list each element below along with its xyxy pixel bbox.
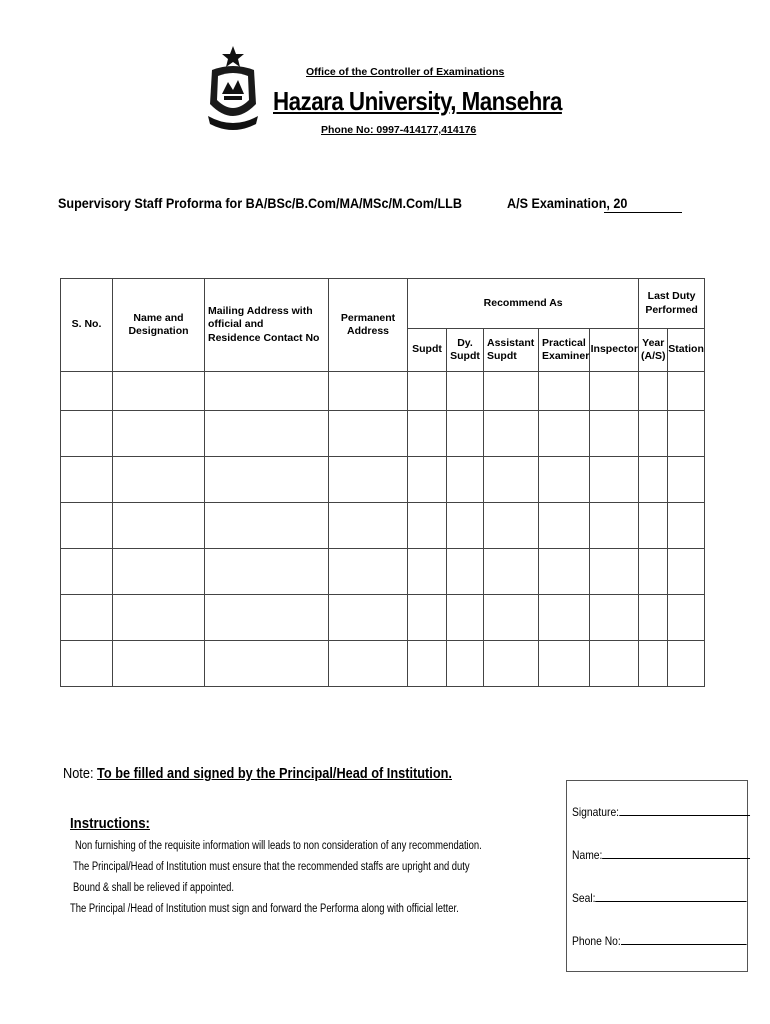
header-dy-supdt: Dy. Supdt [447,329,484,372]
cell[interactable] [668,372,705,411]
instruction-line: Non furnishing of the requisite information will leads to non consideration of any recommendation. [75,840,482,852]
cell[interactable] [329,595,408,641]
exam-year-field[interactable] [604,212,682,213]
cell[interactable] [639,595,668,641]
cell[interactable] [590,457,639,503]
cell[interactable] [539,549,590,595]
header-sno: S. No. [61,279,113,372]
cell[interactable] [668,595,705,641]
cell[interactable] [329,503,408,549]
note [63,766,452,782]
cell[interactable] [205,411,329,457]
header-last-duty: Last Duty Performed [639,279,705,329]
cell[interactable] [539,411,590,457]
note-text: To be filled and signed by the Principal/Head of Institution. [97,766,452,782]
logo-star [222,46,244,67]
table-row [61,549,705,595]
cell[interactable] [590,595,639,641]
cell[interactable] [484,457,539,503]
cell[interactable] [205,457,329,503]
cell[interactable] [205,641,329,687]
phone-field[interactable]: Phone No: [572,934,746,948]
cell[interactable] [329,372,408,411]
cell[interactable] [590,549,639,595]
cell[interactable] [447,457,484,503]
table-row [61,595,705,641]
header-inspector: Inspector [590,329,639,372]
cell[interactable] [539,372,590,411]
cell[interactable] [447,411,484,457]
cell[interactable] [639,411,668,457]
cell[interactable] [447,641,484,687]
cell[interactable] [484,503,539,549]
cell[interactable] [639,372,668,411]
cell[interactable] [590,411,639,457]
table-row [61,641,705,687]
cell[interactable] [484,595,539,641]
table-row [61,457,705,503]
cell[interactable] [447,549,484,595]
header-name-designation: Name and Designation [113,279,205,372]
exam-label: A/S Examination, 20 [507,195,628,211]
cell[interactable] [329,457,408,503]
cell[interactable] [639,549,668,595]
form-title: Supervisory Staff Proforma for BA/BSc/B.Com/MA/MSc/M.Com/LLB [58,195,462,211]
instruction-line: The Principal/Head of Institution must ensure that the recommended staffs are upright and duty [73,861,470,873]
header-station: Station [668,329,705,372]
cell[interactable] [590,372,639,411]
cell[interactable] [539,595,590,641]
cell[interactable] [61,503,113,549]
cell[interactable] [590,503,639,549]
cell[interactable] [408,595,447,641]
cell[interactable] [329,641,408,687]
cell[interactable] [408,549,447,595]
cell[interactable] [205,372,329,411]
logo-ribbon [208,116,258,130]
cell[interactable] [447,595,484,641]
cell[interactable] [408,411,447,457]
cell[interactable] [408,372,447,411]
instruction-line: Bound & shall be relieved if appointed. [73,882,234,894]
cell[interactable] [484,411,539,457]
phone-numbers: Phone No: 0997-414177,414176 [321,124,477,136]
cell[interactable] [205,549,329,595]
university-name: Hazara University, Mansehra [273,86,562,116]
table-row [61,411,705,457]
cell[interactable] [484,372,539,411]
cell[interactable] [484,549,539,595]
cell[interactable] [113,641,205,687]
cell[interactable] [113,549,205,595]
header-year: Year (A/S) [639,329,668,372]
signature-field[interactable]: Signature: [572,805,750,819]
cell[interactable] [329,411,408,457]
cell[interactable] [113,595,205,641]
cell[interactable] [113,457,205,503]
cell[interactable] [113,503,205,549]
seal-field[interactable]: Seal: [572,891,747,905]
instruction-line: The Principal /Head of Institution must sign and forward the Performa along with official letter. [70,903,459,915]
cell[interactable] [113,411,205,457]
cell[interactable] [61,411,113,457]
header-supdt: Supdt [408,329,447,372]
note-prefix: Note: [63,766,98,782]
name-field[interactable]: Name: [572,848,750,862]
table-row [61,503,705,549]
cell[interactable] [539,503,590,549]
cell[interactable] [61,595,113,641]
cell[interactable] [668,641,705,687]
signature-box [566,780,748,972]
cell[interactable] [329,549,408,595]
cell[interactable] [639,457,668,503]
cell[interactable] [639,641,668,687]
cell[interactable] [447,503,484,549]
cell[interactable] [668,457,705,503]
office-title: Office of the Controller of Examinations [306,66,505,78]
cell[interactable] [668,503,705,549]
instructions-title: Instructions: [70,815,150,832]
cell[interactable] [61,372,113,411]
cell[interactable] [113,372,205,411]
cell[interactable] [590,641,639,687]
cell[interactable] [668,411,705,457]
cell[interactable] [484,641,539,687]
cell[interactable] [447,372,484,411]
cell[interactable] [61,457,113,503]
cell[interactable] [639,503,668,549]
cell[interactable] [205,503,329,549]
table-row [61,372,705,411]
header-recommend-as: Recommend As [408,279,639,329]
university-logo [200,44,266,136]
cell[interactable] [668,549,705,595]
header-assistant-supdt: Assistant Supdt [484,329,539,372]
header-mailing-address: Mailing Address with official and Residence Contact No [205,279,329,372]
staff-table [60,278,705,687]
cell[interactable] [205,595,329,641]
cell[interactable] [61,641,113,687]
cell[interactable] [539,641,590,687]
header-permanent-address: Permanent Address [329,279,408,372]
cell[interactable] [408,503,447,549]
cell[interactable] [539,457,590,503]
header-practical-examiner: Practical Examiner [539,329,590,372]
cell[interactable] [408,641,447,687]
cell[interactable] [61,549,113,595]
cell[interactable] [408,457,447,503]
